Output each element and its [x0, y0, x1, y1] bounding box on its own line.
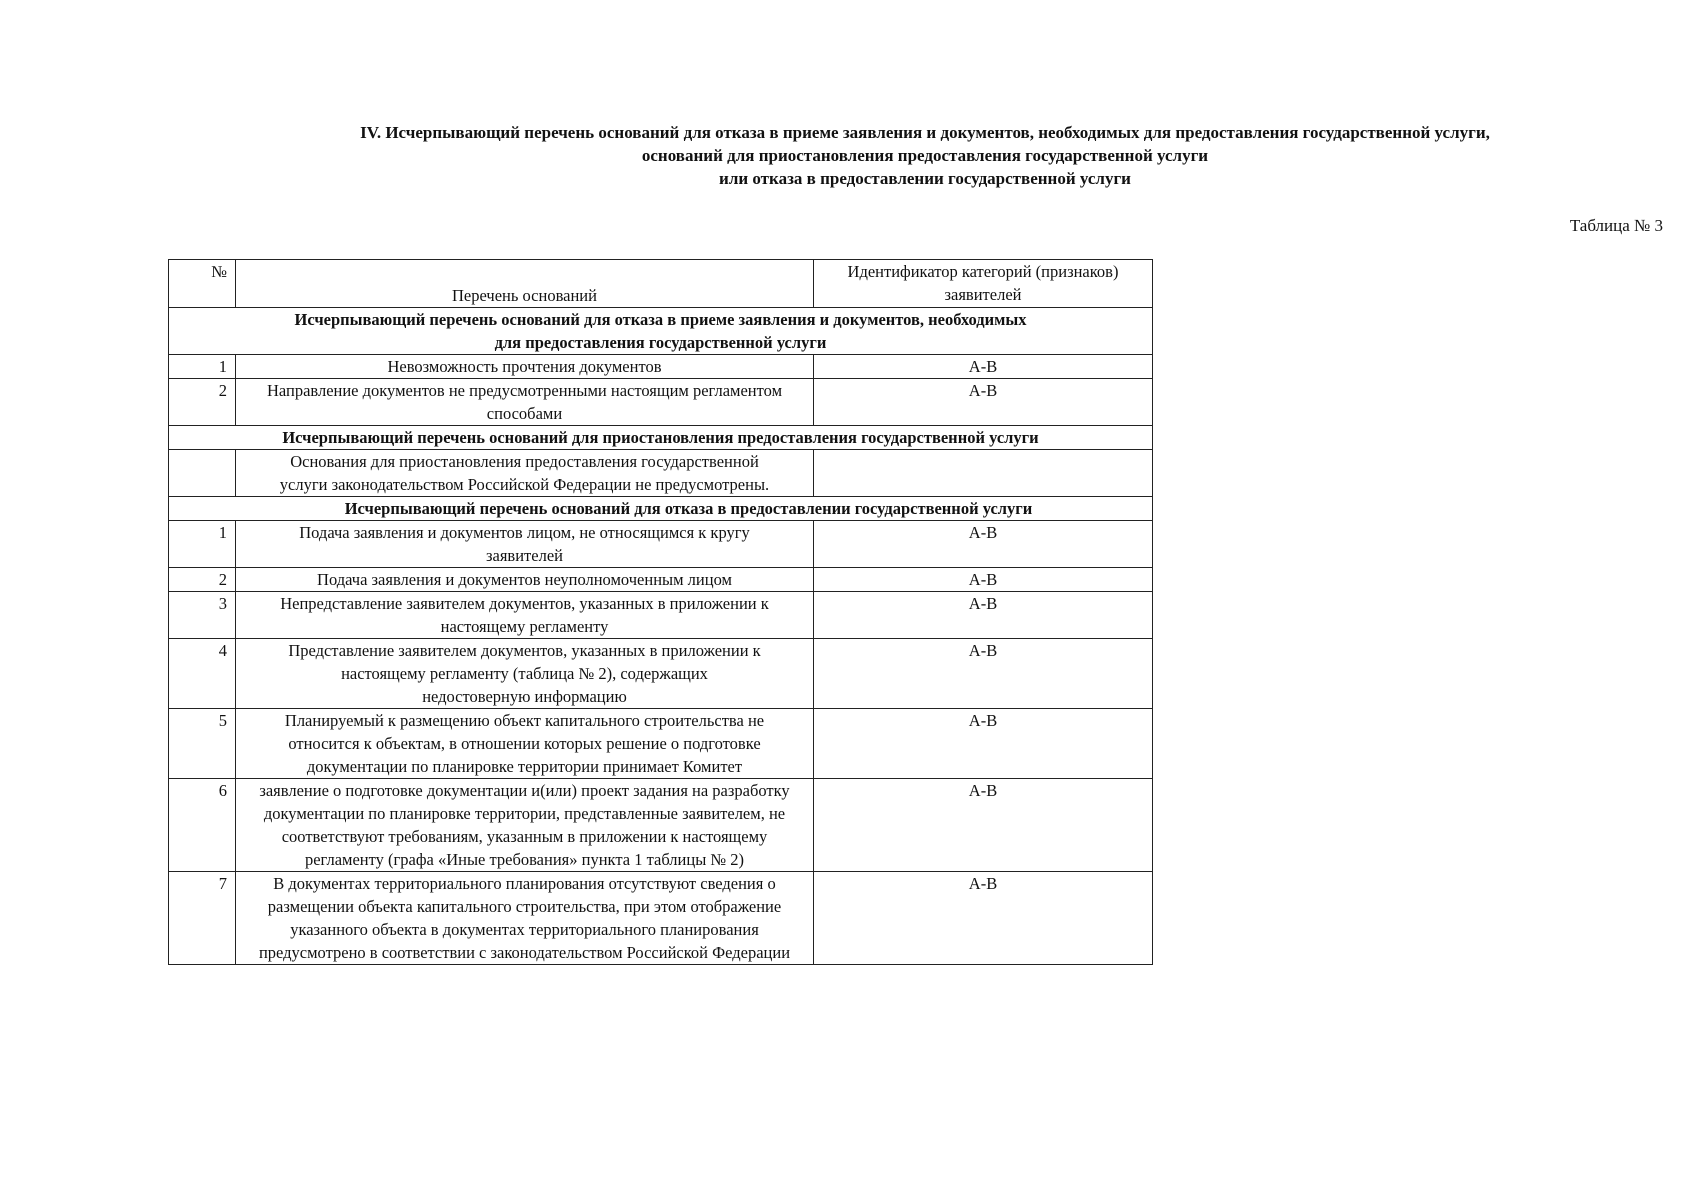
row-num: 3 [169, 592, 236, 639]
row-ground: Планируемый к размещению объект капитального строительства не относится к объектам, в отношении которых решение о подготовке документации по планировке территории принимает Комитет [236, 709, 814, 779]
row-num [169, 450, 236, 497]
heading-line-2: оснований для приостановления предоставления государственной услуги [641, 146, 1209, 165]
table-row [169, 639, 1153, 709]
row-num: 5 [169, 709, 236, 779]
row-category: А-В [814, 639, 1153, 709]
row-ground: Подача заявления и документов лицом, не относящимся к кругу заявителей [236, 521, 814, 568]
header-grounds: Перечень оснований [236, 260, 814, 308]
table-number-label: Таблица № 3 [1569, 216, 1663, 235]
row-category: А-В [814, 379, 1153, 426]
section-3-title-row [169, 497, 1153, 521]
heading-line-1: IV. Исчерпывающий перечень оснований для отказа в приеме заявления и документов, необходимых для предоставления государственной услуги, [360, 123, 1490, 142]
row-category: А-В [814, 872, 1153, 965]
row-num: 2 [169, 568, 236, 592]
section-1-title-row [169, 308, 1153, 355]
row-num: 2 [169, 379, 236, 426]
section-heading [230, 121, 1620, 190]
table-row [169, 592, 1153, 639]
section-2-title: Исчерпывающий перечень оснований для приостановления предоставления государственной услуги [169, 426, 1153, 450]
row-ground: Направление документов не предусмотренными настоящим регламентом способами [236, 379, 814, 426]
heading-line-3: или отказа в предоставлении государственной услуги [719, 169, 1131, 188]
row-num: 1 [169, 521, 236, 568]
row-category: А-В [814, 709, 1153, 779]
table-row [169, 779, 1153, 872]
row-ground: Основания для приостановления предоставления государственной услуги законодательством Российской Федерации не предусмотрены. [236, 450, 814, 497]
header-categories: Идентификатор категорий (признаков) заявителей [814, 260, 1153, 308]
table-row [169, 355, 1153, 379]
row-category [814, 450, 1153, 497]
row-ground: Невозможность прочтения документов [236, 355, 814, 379]
table-header-row [169, 260, 1153, 308]
table-row [169, 521, 1153, 568]
row-ground: заявление о подготовке документации и(или) проект задания на разработку документации по планировке территории, представленные заявителем, не соответствуют требованиям, указанным в приложении к настоящему регламенту (графа «Иные требования» пункта 1 таблицы № 2) [236, 779, 814, 872]
row-category: А-В [814, 355, 1153, 379]
row-num: 6 [169, 779, 236, 872]
section-3-title: Исчерпывающий перечень оснований для отказа в предоставлении государственной услуги [169, 497, 1153, 521]
row-ground: В документах территориального планирования отсутствуют сведения о размещении объекта капитального строительства, при этом отображение указанного объекта в документах территориального планирования предусмотрено в соответствии с законодательством Российской Федерации [236, 872, 814, 965]
row-num: 1 [169, 355, 236, 379]
row-category: А-В [814, 521, 1153, 568]
row-ground: Непредставление заявителем документов, указанных в приложении к настоящему регламенту [236, 592, 814, 639]
header-num: № [169, 260, 236, 308]
row-num: 7 [169, 872, 236, 965]
row-ground: Представление заявителем документов, указанных в приложении к настоящему регламенту (таблица № 2), содержащих недостоверную информацию [236, 639, 814, 709]
table-row [169, 872, 1153, 965]
row-category: А-В [814, 568, 1153, 592]
section-2-title-row [169, 426, 1153, 450]
table-row [169, 568, 1153, 592]
row-category: А-В [814, 779, 1153, 872]
table-row [169, 709, 1153, 779]
section-1-title: Исчерпывающий перечень оснований для отказа в приеме заявления и документов, необходимых для предоставления государственной услуги [169, 308, 1153, 355]
row-category: А-В [814, 592, 1153, 639]
table-row [169, 379, 1153, 426]
grounds-table [168, 259, 1153, 965]
row-ground: Подача заявления и документов неуполномоченным лицом [236, 568, 814, 592]
table-row [169, 450, 1153, 497]
row-num: 4 [169, 639, 236, 709]
